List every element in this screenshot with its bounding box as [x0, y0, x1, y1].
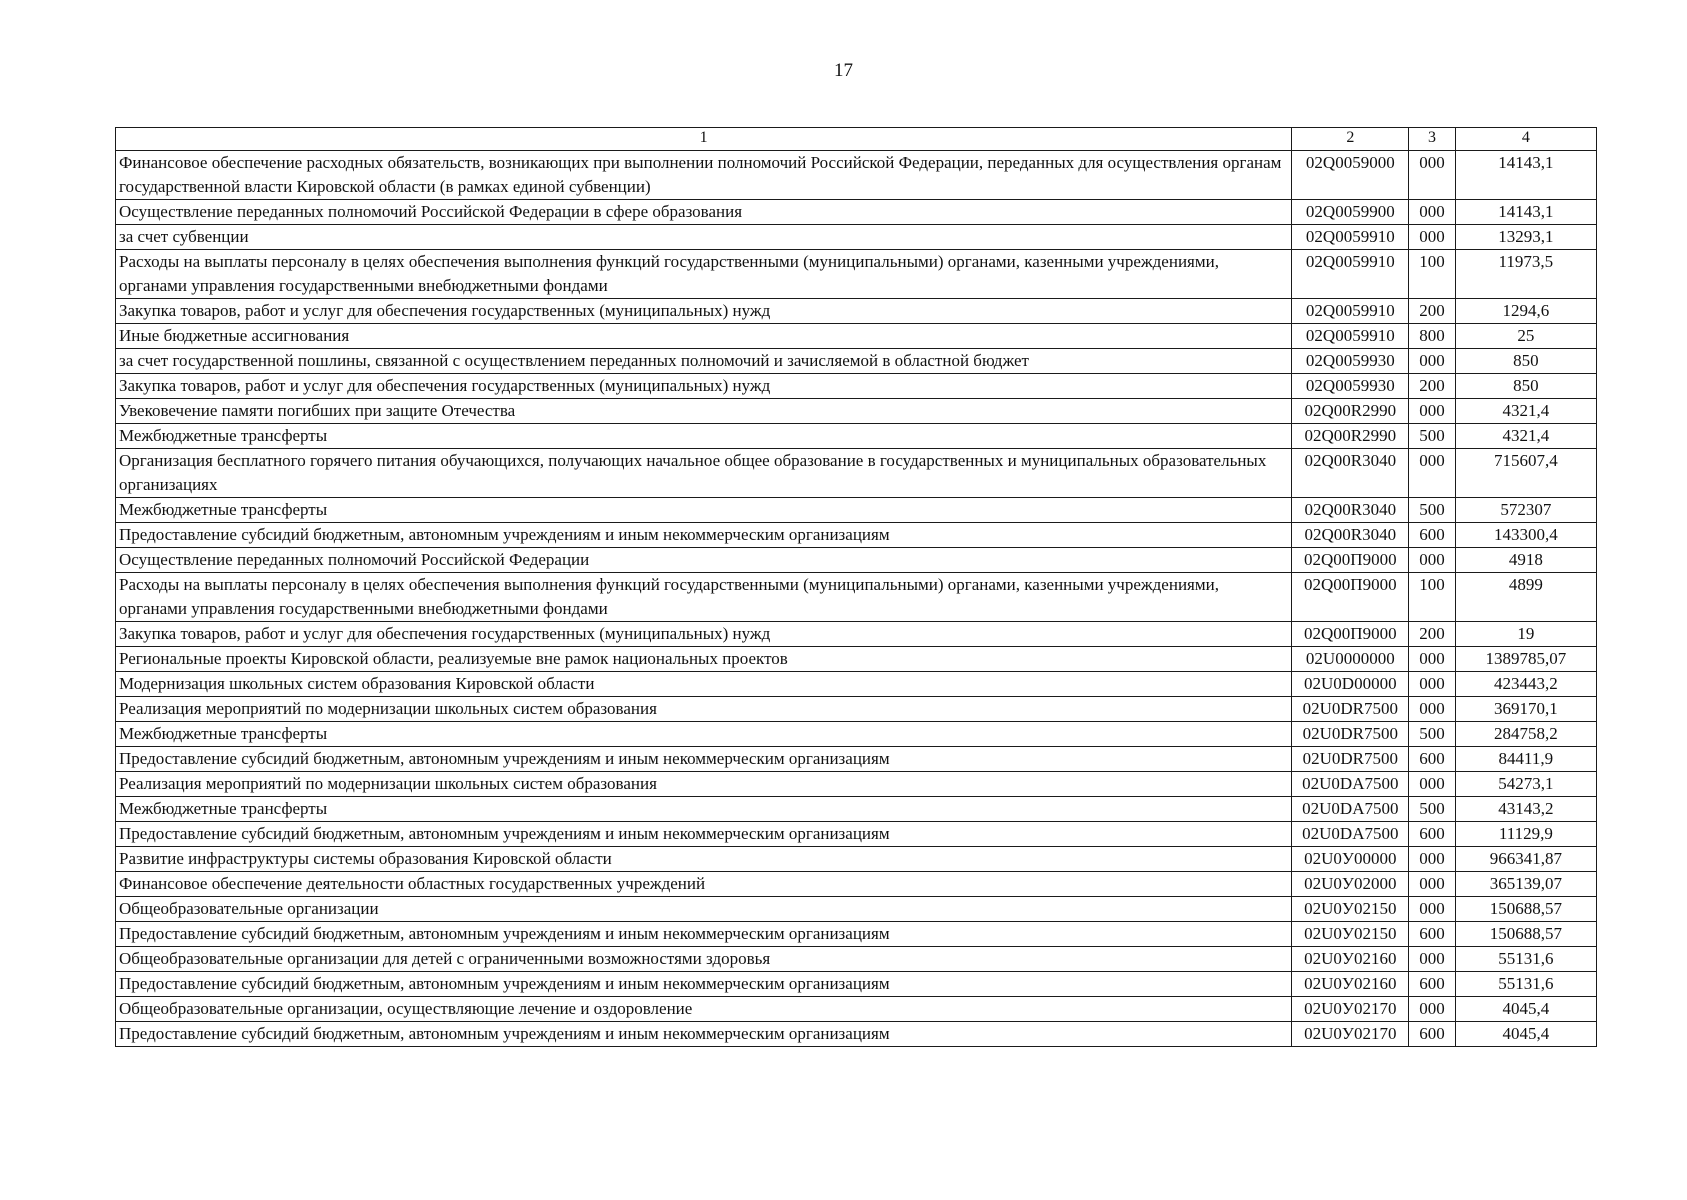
row-code-cell: 02Q0059930: [1292, 349, 1409, 374]
row-code-cell: 02Q0059000: [1292, 151, 1409, 200]
row-sum-cell: 14143,1: [1455, 151, 1596, 200]
row-name-cell: Межбюджетные трансферты: [116, 424, 1292, 449]
row-type-cell: 500: [1409, 722, 1455, 747]
row-type-cell: 000: [1409, 847, 1455, 872]
row-code-cell: 02U0У02000: [1292, 872, 1409, 897]
row-type-cell: 000: [1409, 200, 1455, 225]
table-row: [116, 498, 1597, 523]
row-name-cell: Закупка товаров, работ и услуг для обеспечения государственных (муниципальных) нужд: [116, 374, 1292, 399]
table-row: [116, 622, 1597, 647]
row-type-cell: 800: [1409, 324, 1455, 349]
table-row: [116, 997, 1597, 1022]
row-name-cell: Общеобразовательные организации: [116, 897, 1292, 922]
row-sum-cell: 4321,4: [1455, 399, 1596, 424]
row-name-cell: Расходы на выплаты персоналу в целях обеспечения выполнения функций государственными (муниципальными) органами, казенными учреждениями, органами управления государственными внебюджетными фондами: [116, 573, 1292, 622]
row-sum-cell: 55131,6: [1455, 972, 1596, 997]
row-code-cell: 02U0DR7500: [1292, 722, 1409, 747]
row-code-cell: 02Q00R3040: [1292, 449, 1409, 498]
table-row: [116, 697, 1597, 722]
row-sum-cell: 14143,1: [1455, 200, 1596, 225]
table-row: [116, 1022, 1597, 1047]
row-code-cell: 02Q0059910: [1292, 225, 1409, 250]
row-type-cell: 500: [1409, 424, 1455, 449]
row-type-cell: 100: [1409, 573, 1455, 622]
row-type-cell: 000: [1409, 997, 1455, 1022]
table-row: [116, 722, 1597, 747]
budget-table: [115, 127, 1597, 1047]
table-row: [116, 324, 1597, 349]
row-code-cell: 02U0У02150: [1292, 897, 1409, 922]
row-sum-cell: 143300,4: [1455, 523, 1596, 548]
row-name-cell: Организация бесплатного горячего питания обучающихся, получающих начальное общее образование в государственных и муниципальных образовательных организациях: [116, 449, 1292, 498]
row-code-cell: 02U0У02170: [1292, 1022, 1409, 1047]
table-row: [116, 399, 1597, 424]
row-name-cell: Иные бюджетные ассигнования: [116, 324, 1292, 349]
row-name-cell: Финансовое обеспечение деятельности областных государственных учреждений: [116, 872, 1292, 897]
row-sum-cell: 19: [1455, 622, 1596, 647]
page-number: 17: [834, 60, 853, 81]
row-name-cell: Предоставление субсидий бюджетным, автономным учреждениям и иным некоммерческим организациям: [116, 922, 1292, 947]
row-code-cell: 02U0У02160: [1292, 947, 1409, 972]
row-type-cell: 000: [1409, 548, 1455, 573]
row-type-cell: 000: [1409, 947, 1455, 972]
row-sum-cell: 423443,2: [1455, 672, 1596, 697]
row-sum-cell: 284758,2: [1455, 722, 1596, 747]
table-row: [116, 847, 1597, 872]
row-type-cell: 000: [1409, 151, 1455, 200]
row-code-cell: 02Q0059910: [1292, 324, 1409, 349]
table-row: [116, 797, 1597, 822]
row-sum-cell: 966341,87: [1455, 847, 1596, 872]
row-code-cell: 02U0DA7500: [1292, 797, 1409, 822]
row-code-cell: 02Q00R2990: [1292, 424, 1409, 449]
row-name-cell: Региональные проекты Кировской области, реализуемые вне рамок национальных проектов: [116, 647, 1292, 672]
table-row: [116, 523, 1597, 548]
row-code-cell: 02U0DA7500: [1292, 822, 1409, 847]
row-code-cell: 02U0DR7500: [1292, 697, 1409, 722]
row-name-cell: Межбюджетные трансферты: [116, 498, 1292, 523]
row-type-cell: 600: [1409, 972, 1455, 997]
row-code-cell: 02U0000000: [1292, 647, 1409, 672]
row-code-cell: 02Q00R2990: [1292, 399, 1409, 424]
table-row: [116, 972, 1597, 997]
row-type-cell: 500: [1409, 498, 1455, 523]
row-sum-cell: 55131,6: [1455, 947, 1596, 972]
row-type-cell: 600: [1409, 523, 1455, 548]
table-row: [116, 548, 1597, 573]
row-code-cell: 02U0У00000: [1292, 847, 1409, 872]
table-row: [116, 299, 1597, 324]
row-sum-cell: 1294,6: [1455, 299, 1596, 324]
row-type-cell: 600: [1409, 1022, 1455, 1047]
row-code-cell: 02Q00П9000: [1292, 622, 1409, 647]
row-type-cell: 200: [1409, 374, 1455, 399]
row-type-cell: 600: [1409, 922, 1455, 947]
row-sum-cell: 13293,1: [1455, 225, 1596, 250]
table-row: [116, 772, 1597, 797]
row-type-cell: 100: [1409, 250, 1455, 299]
table-row: [116, 822, 1597, 847]
row-name-cell: Предоставление субсидий бюджетным, автономным учреждениям и иным некоммерческим организациям: [116, 1022, 1292, 1047]
row-sum-cell: 11129,9: [1455, 822, 1596, 847]
row-type-cell: 200: [1409, 622, 1455, 647]
row-type-cell: 000: [1409, 872, 1455, 897]
row-type-cell: 000: [1409, 449, 1455, 498]
row-sum-cell: 4321,4: [1455, 424, 1596, 449]
row-sum-cell: 4045,4: [1455, 997, 1596, 1022]
row-name-cell: Предоставление субсидий бюджетным, автономным учреждениям и иным некоммерческим организациям: [116, 972, 1292, 997]
row-sum-cell: 11973,5: [1455, 250, 1596, 299]
row-name-cell: Расходы на выплаты персоналу в целях обеспечения выполнения функций государственными (муниципальными) органами, казенными учреждениями, органами управления государственными внебюджетными фондами: [116, 250, 1292, 299]
row-type-cell: 500: [1409, 797, 1455, 822]
table-row: [116, 647, 1597, 672]
row-name-cell: Увековечение памяти погибших при защите Отечества: [116, 399, 1292, 424]
table-row: [116, 897, 1597, 922]
row-sum-cell: 43143,2: [1455, 797, 1596, 822]
row-type-cell: 000: [1409, 697, 1455, 722]
row-code-cell: 02U0У02170: [1292, 997, 1409, 1022]
row-name-cell: Закупка товаров, работ и услуг для обеспечения государственных (муниципальных) нужд: [116, 299, 1292, 324]
row-sum-cell: 850: [1455, 374, 1596, 399]
row-sum-cell: 150688,57: [1455, 922, 1596, 947]
row-name-cell: Общеобразовательные организации, осуществляющие лечение и оздоровление: [116, 997, 1292, 1022]
row-sum-cell: 572307: [1455, 498, 1596, 523]
row-name-cell: Реализация мероприятий по модернизации школьных систем образования: [116, 772, 1292, 797]
row-code-cell: 02Q00R3040: [1292, 523, 1409, 548]
table-row: [116, 947, 1597, 972]
column-header-name: 1: [116, 128, 1292, 151]
row-name-cell: Предоставление субсидий бюджетным, автономным учреждениям и иным некоммерческим организациям: [116, 523, 1292, 548]
row-name-cell: Предоставление субсидий бюджетным, автономным учреждениям и иным некоммерческим организациям: [116, 822, 1292, 847]
row-sum-cell: 150688,57: [1455, 897, 1596, 922]
row-code-cell: 02Q00П9000: [1292, 573, 1409, 622]
row-code-cell: 02U0У02160: [1292, 972, 1409, 997]
row-name-cell: за счет субвенции: [116, 225, 1292, 250]
table-row: [116, 200, 1597, 225]
row-type-cell: 000: [1409, 672, 1455, 697]
table-row: [116, 449, 1597, 498]
row-name-cell: Межбюджетные трансферты: [116, 797, 1292, 822]
row-name-cell: Реализация мероприятий по модернизации школьных систем образования: [116, 697, 1292, 722]
row-type-cell: 000: [1409, 399, 1455, 424]
table-header: [116, 128, 1597, 151]
row-code-cell: 02Q0059930: [1292, 374, 1409, 399]
row-sum-cell: 54273,1: [1455, 772, 1596, 797]
row-name-cell: Финансовое обеспечение расходных обязательств, возникающих при выполнении полномочий Российской Федерации, переданных для осуществления органам государственной власти Кировской области (в рамках единой субвенции): [116, 151, 1292, 200]
row-name-cell: Осуществление переданных полномочий Российской Федерации в сфере образования: [116, 200, 1292, 225]
row-sum-cell: 84411,9: [1455, 747, 1596, 772]
row-name-cell: за счет государственной пошлины, связанной с осуществлением переданных полномочий и зачисляемой в областной бюджет: [116, 349, 1292, 374]
row-code-cell: 02Q0059910: [1292, 250, 1409, 299]
row-sum-cell: 365139,07: [1455, 872, 1596, 897]
row-type-cell: 600: [1409, 822, 1455, 847]
row-type-cell: 000: [1409, 349, 1455, 374]
table-row: [116, 573, 1597, 622]
row-type-cell: 600: [1409, 747, 1455, 772]
row-type-cell: 200: [1409, 299, 1455, 324]
table-row: [116, 922, 1597, 947]
row-type-cell: 000: [1409, 225, 1455, 250]
row-name-cell: Общеобразовательные организации для детей с ограниченными возможностями здоровья: [116, 947, 1292, 972]
table-row: [116, 151, 1597, 200]
row-name-cell: Закупка товаров, работ и услуг для обеспечения государственных (муниципальных) нужд: [116, 622, 1292, 647]
table-row: [116, 349, 1597, 374]
row-name-cell: Модернизация школьных систем образования Кировской области: [116, 672, 1292, 697]
table-row: [116, 672, 1597, 697]
row-name-cell: Межбюджетные трансферты: [116, 722, 1292, 747]
row-type-cell: 000: [1409, 647, 1455, 672]
row-name-cell: Предоставление субсидий бюджетным, автономным учреждениям и иным некоммерческим организациям: [116, 747, 1292, 772]
table-row: [116, 250, 1597, 299]
row-sum-cell: 369170,1: [1455, 697, 1596, 722]
row-sum-cell: 4918: [1455, 548, 1596, 573]
column-header-type: 3: [1409, 128, 1455, 151]
row-code-cell: 02Q00П9000: [1292, 548, 1409, 573]
row-sum-cell: 25: [1455, 324, 1596, 349]
row-sum-cell: 1389785,07: [1455, 647, 1596, 672]
row-type-cell: 000: [1409, 772, 1455, 797]
row-code-cell: 02Q00R3040: [1292, 498, 1409, 523]
row-code-cell: 02Q0059900: [1292, 200, 1409, 225]
table-row: [116, 424, 1597, 449]
row-code-cell: 02U0DA7500: [1292, 772, 1409, 797]
column-header-code: 2: [1292, 128, 1409, 151]
row-name-cell: Развитие инфраструктуры системы образования Кировской области: [116, 847, 1292, 872]
row-sum-cell: 4045,4: [1455, 1022, 1596, 1047]
row-sum-cell: 850: [1455, 349, 1596, 374]
row-sum-cell: 715607,4: [1455, 449, 1596, 498]
header-row: [116, 128, 1597, 151]
row-type-cell: 000: [1409, 897, 1455, 922]
column-header-sum: 4: [1455, 128, 1596, 151]
row-code-cell: 02Q0059910: [1292, 299, 1409, 324]
row-sum-cell: 4899: [1455, 573, 1596, 622]
table-row: [116, 872, 1597, 897]
table-row: [116, 747, 1597, 772]
table-row: [116, 374, 1597, 399]
table-body: [116, 151, 1597, 1047]
row-code-cell: 02U0DR7500: [1292, 747, 1409, 772]
row-code-cell: 02U0У02150: [1292, 922, 1409, 947]
row-code-cell: 02U0D00000: [1292, 672, 1409, 697]
row-name-cell: Осуществление переданных полномочий Российской Федерации: [116, 548, 1292, 573]
table-row: [116, 225, 1597, 250]
